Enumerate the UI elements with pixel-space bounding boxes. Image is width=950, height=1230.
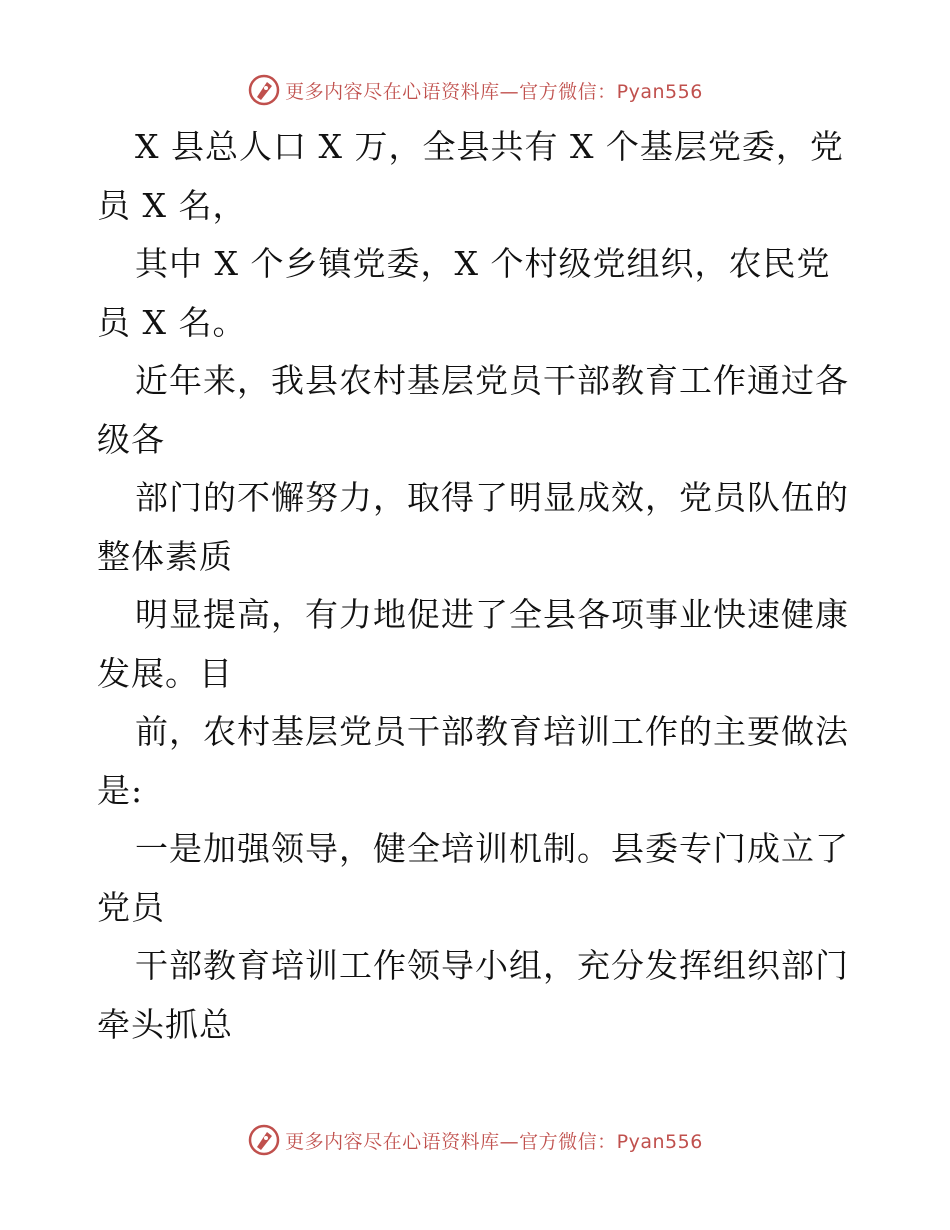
text-line: 明显提高，有力地促进了全县各项事业快速健康 — [135, 595, 849, 634]
text-line: 部门的不懈努力，取得了明显成效，党员队伍的 — [135, 478, 849, 517]
pen-nib-logo-icon — [247, 73, 281, 107]
text-line: 干部教育培训工作领导小组，充分发挥组织部门 — [135, 946, 849, 985]
header-watermark-text: 更多内容尽在心语资料库—官方微信：Pyan556 — [285, 80, 703, 103]
text-line: 级各 — [97, 419, 165, 459]
text-line: 员 X 名。 — [97, 302, 247, 342]
footer-watermark — [0, 1120, 950, 1160]
text-line: X 县总人口 X 万，全县共有 X 个基层党委，党 — [135, 127, 844, 166]
text-line: 其中 X 个乡镇党委，X 个村级党组织，农民党 — [135, 244, 831, 283]
pen-nib-logo-icon — [247, 1123, 281, 1157]
document-body — [97, 118, 857, 1054]
text-line: 党员 — [97, 887, 165, 927]
header-watermark — [0, 70, 950, 110]
text-line: 整体素质 — [97, 536, 233, 576]
text-line: 牵头抓总 — [97, 1004, 233, 1044]
text-line: 员 X 名， — [97, 185, 247, 225]
text-line: 近年来，我县农村基层党员干部教育工作通过各 — [135, 361, 849, 400]
text-line: 发展。目 — [97, 653, 233, 693]
text-line: 前，农村基层党员干部教育培训工作的主要做法 — [135, 712, 849, 751]
footer-watermark-text: 更多内容尽在心语资料库—官方微信：Pyan556 — [285, 1130, 703, 1153]
text-line: 一是加强领导，健全培训机制。县委专门成立了 — [135, 829, 849, 868]
text-line: 是: — [97, 770, 144, 810]
